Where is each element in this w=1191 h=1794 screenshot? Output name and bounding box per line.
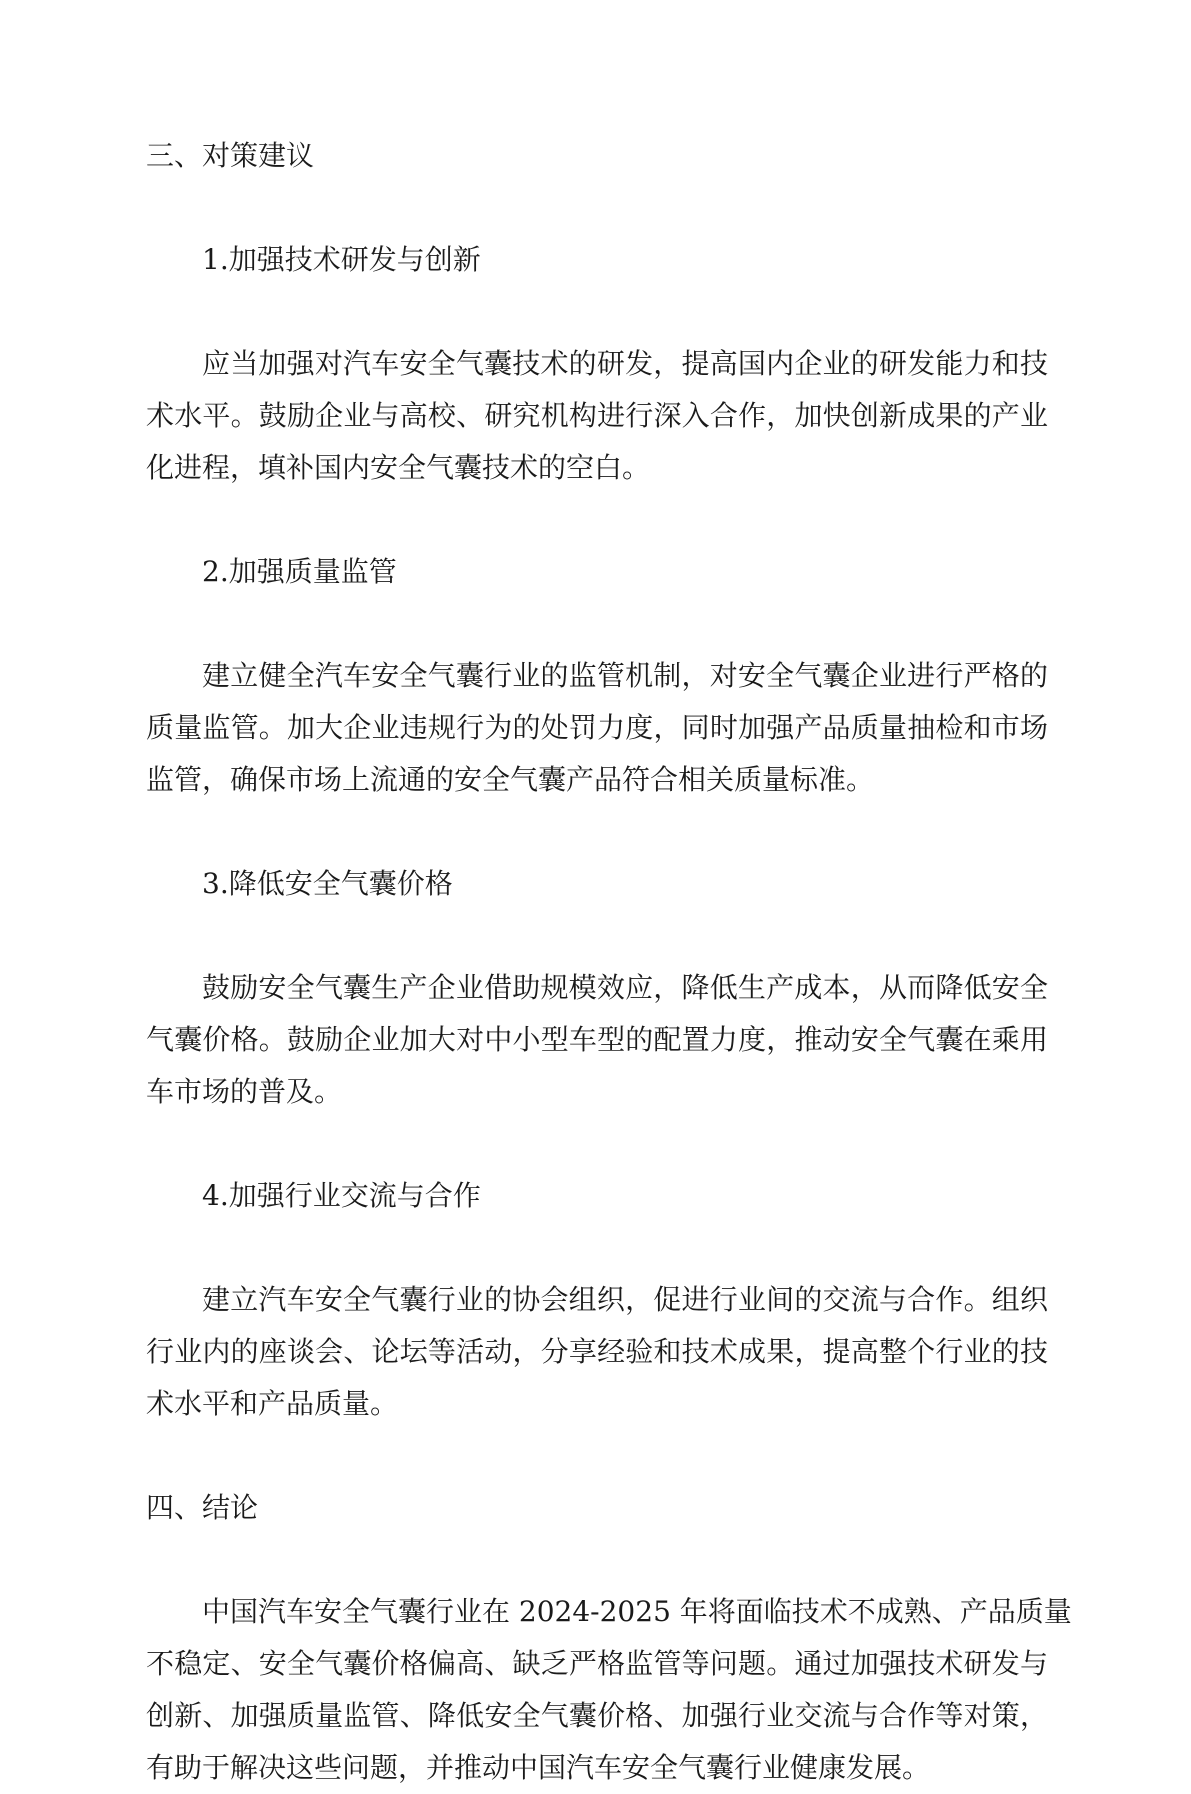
paragraph-line: 行业内的座谈会、论坛等活动，分享经验和技术成果，提高整个行业的技 xyxy=(146,1335,1048,1368)
paragraph-line: 建立汽车安全气囊行业的协会组织，促进行业间的交流与合作。组织 xyxy=(202,1283,1048,1316)
paragraph-line: 监管，确保市场上流通的安全气囊产品符合相关质量标准。 xyxy=(146,763,875,796)
document-page xyxy=(146,130,1072,1794)
paragraph-line: 创新、加强质量监管、降低安全气囊价格、加强行业交流与合作等对策， xyxy=(146,1699,1048,1732)
paragraph-line: 建立健全汽车安全气囊行业的监管机制，对安全气囊企业进行严格的 xyxy=(202,659,1048,692)
section-heading-countermeasures: 三、对策建议 xyxy=(146,139,315,172)
paragraph-line: 化进程，填补国内安全气囊技术的空白。 xyxy=(146,451,651,484)
paragraph-line: 车市场的普及。 xyxy=(146,1075,343,1108)
paragraph-line: 应当加强对汽车安全气囊技术的研发，提高国内企业的研发能力和技 xyxy=(202,347,1048,380)
paragraph-line: 术水平。鼓励企业与高校、研究机构进行深入合作，加快创新成果的产业 xyxy=(146,399,1048,432)
subheading-price: 3.降低安全气囊价格 xyxy=(202,867,453,900)
subheading-quality: 2.加强质量监管 xyxy=(202,555,397,588)
paragraph-line: 术水平和产品质量。 xyxy=(146,1387,399,1420)
paragraph-line: 质量监管。加大企业违规行为的处罚力度，同时加强产品质量抽检和市场 xyxy=(146,711,1048,744)
subheading-rnd: 1.加强技术研发与创新 xyxy=(202,243,481,276)
paragraph-line: 中国汽车安全气囊行业在 2024-2025 年将面临技术不成熟、产品质量 xyxy=(202,1595,1072,1628)
paragraph-line: 气囊价格。鼓励企业加大对中小型车型的配置力度，推动安全气囊在乘用 xyxy=(146,1023,1048,1056)
paragraph-line: 有助于解决这些问题，并推动中国汽车安全气囊行业健康发展。 xyxy=(146,1751,931,1784)
subheading-cooperation: 4.加强行业交流与合作 xyxy=(202,1179,481,1212)
section-heading-conclusion: 四、结论 xyxy=(146,1491,259,1524)
paragraph-line: 不稳定、安全气囊价格偏高、缺乏严格监管等问题。通过加强技术研发与 xyxy=(146,1647,1048,1680)
paragraph-line: 鼓励安全气囊生产企业借助规模效应，降低生产成本，从而降低安全 xyxy=(202,971,1048,1004)
